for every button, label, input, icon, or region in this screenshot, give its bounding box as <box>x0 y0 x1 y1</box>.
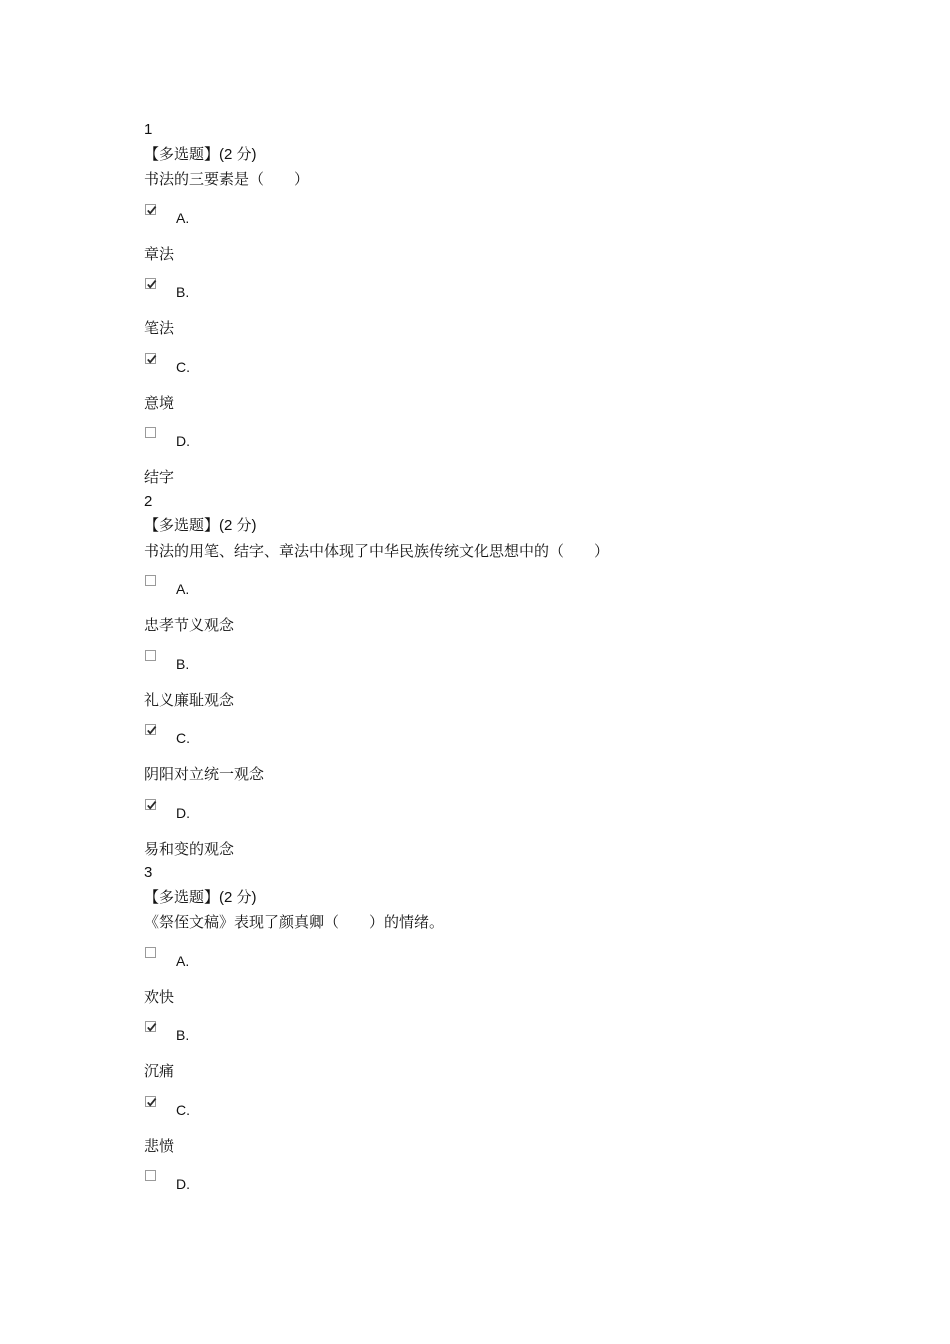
option-a-letter: A. <box>176 209 190 226</box>
option-a-text: 忠孝节义观念 <box>144 616 235 634</box>
option-d-row <box>144 415 904 465</box>
option-c-checkbox[interactable] <box>145 353 156 364</box>
option-a-checkbox[interactable] <box>145 947 156 958</box>
option-d-checkbox[interactable] <box>145 427 156 438</box>
option-c-text: 阴阳对立统一观念 <box>144 765 265 783</box>
option-a-checkbox[interactable] <box>145 204 156 215</box>
quiz-page <box>144 118 904 1208</box>
option-d-text: 易和变的观念 <box>144 839 235 858</box>
option-a-checkbox[interactable] <box>145 575 156 586</box>
option-a-row <box>144 192 904 242</box>
question-2 <box>144 490 904 862</box>
option-b-row <box>144 638 904 688</box>
option-c-letter: C. <box>176 1101 190 1118</box>
check-mark-icon <box>146 1022 157 1033</box>
question-text: 书法的用笔、结字、章法中体现了中华民族传统文化思想中的（ ） <box>144 541 610 560</box>
option-b-text: 笔法 <box>144 319 175 337</box>
option-c-row <box>144 341 904 391</box>
check-mark-icon <box>146 1097 157 1108</box>
option-d-row <box>144 787 904 837</box>
option-b-letter: B. <box>176 655 190 672</box>
option-c-row <box>144 1084 904 1134</box>
option-c-row <box>144 712 904 762</box>
check-mark-icon <box>146 279 157 290</box>
question-text: 书法的三要素是（ ） <box>144 170 310 188</box>
option-b-letter: B. <box>176 1027 190 1043</box>
option-b-checkbox[interactable] <box>145 278 156 289</box>
option-b-letter: B. <box>176 284 190 300</box>
option-b-text: 礼义廉耻观念 <box>144 690 235 709</box>
option-a-text: 章法 <box>144 244 175 263</box>
option-d-text: 结字 <box>144 468 175 486</box>
question-1 <box>144 118 904 490</box>
option-c-checkbox[interactable] <box>145 1096 156 1107</box>
option-c-checkbox[interactable] <box>145 724 156 735</box>
option-b-row <box>144 1009 904 1059</box>
option-b-row <box>144 266 904 316</box>
option-d-letter: D. <box>176 1176 190 1192</box>
option-d-checkbox[interactable] <box>145 1170 156 1181</box>
question-type: 【多选题】(2 分) <box>144 145 257 163</box>
option-c-text: 悲愤 <box>144 1136 175 1155</box>
option-c-letter: C. <box>176 358 190 375</box>
check-mark-icon <box>146 354 157 365</box>
option-d-letter: D. <box>176 433 190 449</box>
option-a-row <box>144 935 904 985</box>
question-type: 【多选题】(2 分) <box>144 517 257 534</box>
option-a-row <box>144 563 904 613</box>
check-mark-icon <box>146 800 157 811</box>
check-mark-icon <box>146 725 157 736</box>
option-d-checkbox[interactable] <box>145 799 156 810</box>
question-number: 3 <box>144 864 153 881</box>
check-mark-icon <box>146 205 157 216</box>
option-a-letter: A. <box>176 952 190 969</box>
question-number: 2 <box>144 492 153 510</box>
question-text: 《祭侄文稿》表现了颜真卿（ ）的情绪。 <box>144 913 445 931</box>
option-c-text: 意境 <box>144 393 175 412</box>
question-number: 1 <box>144 121 153 138</box>
option-a-text: 欢快 <box>144 987 175 1006</box>
question-type: 【多选题】(2 分) <box>144 888 257 906</box>
option-a-letter: A. <box>176 581 190 597</box>
option-b-text: 沉痛 <box>144 1062 175 1080</box>
option-b-checkbox[interactable] <box>145 650 156 661</box>
option-d-row <box>144 1158 904 1208</box>
option-d-letter: D. <box>176 804 190 821</box>
option-c-letter: C. <box>176 730 190 746</box>
option-b-checkbox[interactable] <box>145 1021 156 1032</box>
question-3 <box>144 861 904 1208</box>
